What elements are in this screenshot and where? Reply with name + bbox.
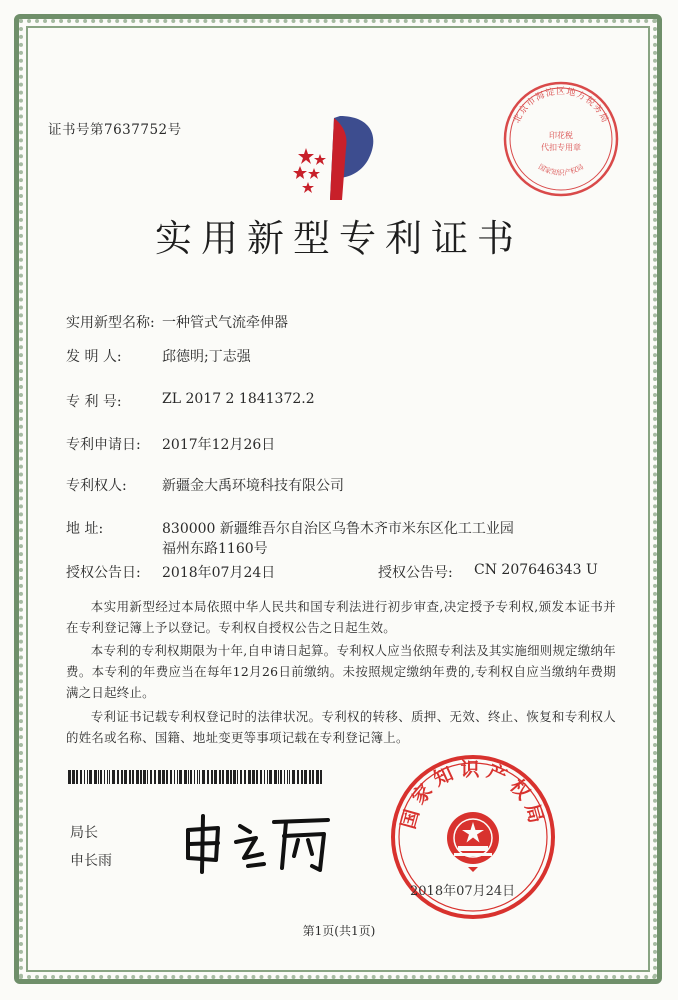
page-number: 第1页(共1页) xyxy=(302,924,376,938)
tax-stamp-arc-text: 北京市海淀区地方税务局 xyxy=(512,87,610,126)
barcode-icon xyxy=(68,770,324,784)
legal-paragraph-2: 本专利的专利权期限为十年,自申请日起算。专利权人应当依照专利法及其实施细则规定缴纳年费。本专利的年费应当在每年12月26日前缴纳。未按照规定缴纳年费的,专利权自应当缴纳年费期满之日起终止。 xyxy=(66,643,616,700)
svg-text:北京市海淀区地方税务局 xyxy=(510,85,611,125)
name-label: 实用新型名称: xyxy=(66,315,155,331)
signatory-title: 局长 xyxy=(70,824,98,840)
filing-date-label: 专利申请日: xyxy=(66,437,141,453)
patent-number-value: ZL 2017 2 1841372.2 xyxy=(162,391,315,407)
grant-date-value: 2018年07月24日 xyxy=(162,565,276,581)
tax-stamp-line2: 代扣专用章 xyxy=(541,143,581,152)
grant-number-label: 授权公告号: xyxy=(378,565,453,581)
legal-paragraph-3: 专利证书记载专利权登记时的法律状况。专利权的转移、质押、无效、终止、恢复和专利权人的姓名或名称、国籍、地址变更等事项记载在专利登记簿上。 xyxy=(66,709,616,745)
address-line-2: 福州东路1160号 xyxy=(162,541,268,557)
address-label: 地 址: xyxy=(66,521,104,537)
cnipa-logo-icon xyxy=(276,108,396,208)
certificate-number: 证书号第7637752号 xyxy=(48,122,182,138)
tax-stamp-line1: 印花税 xyxy=(549,131,573,140)
patent-number-label: 专 利 号: xyxy=(66,394,122,410)
inventor-label: 发 明 人: xyxy=(66,349,122,365)
seal-arc-text: 国家知识产权局 xyxy=(397,758,549,832)
owner-value: 新疆金大禹环境科技有限公司 xyxy=(162,478,344,494)
certificate-title: 实用新型专利证书 xyxy=(155,217,523,260)
svg-text:国家知识产权局 xyxy=(537,162,585,177)
handwritten-signature-icon xyxy=(178,808,338,878)
tax-stamp-icon xyxy=(500,78,622,200)
signatory-name: 申长雨 xyxy=(70,852,112,868)
tax-stamp-bottom-text: 国家知识产权局 xyxy=(536,162,586,178)
legal-paragraph-1: 本实用新型经过本局依照中华人民共和国专利法进行初步审查,决定授予专利权,颁发本证书并在专利登记簿上予以登记。专利权自授权公告之日起生效。 xyxy=(66,599,616,635)
name-value: 一种管式气流牵伸器 xyxy=(162,315,288,331)
grant-number-value: CN 207646343 U xyxy=(474,562,598,578)
seal-date: 2018年07月24日 xyxy=(410,884,516,899)
address-line-1: 830000 新疆维吾尔自治区乌鲁木齐市米东区化工工业园 xyxy=(162,521,514,537)
grant-date-label: 授权公告日: xyxy=(66,565,141,581)
owner-label: 专利权人: xyxy=(66,478,127,494)
filing-date-value: 2017年12月26日 xyxy=(162,437,276,453)
inventor-value: 邱德明;丁志强 xyxy=(162,349,251,365)
